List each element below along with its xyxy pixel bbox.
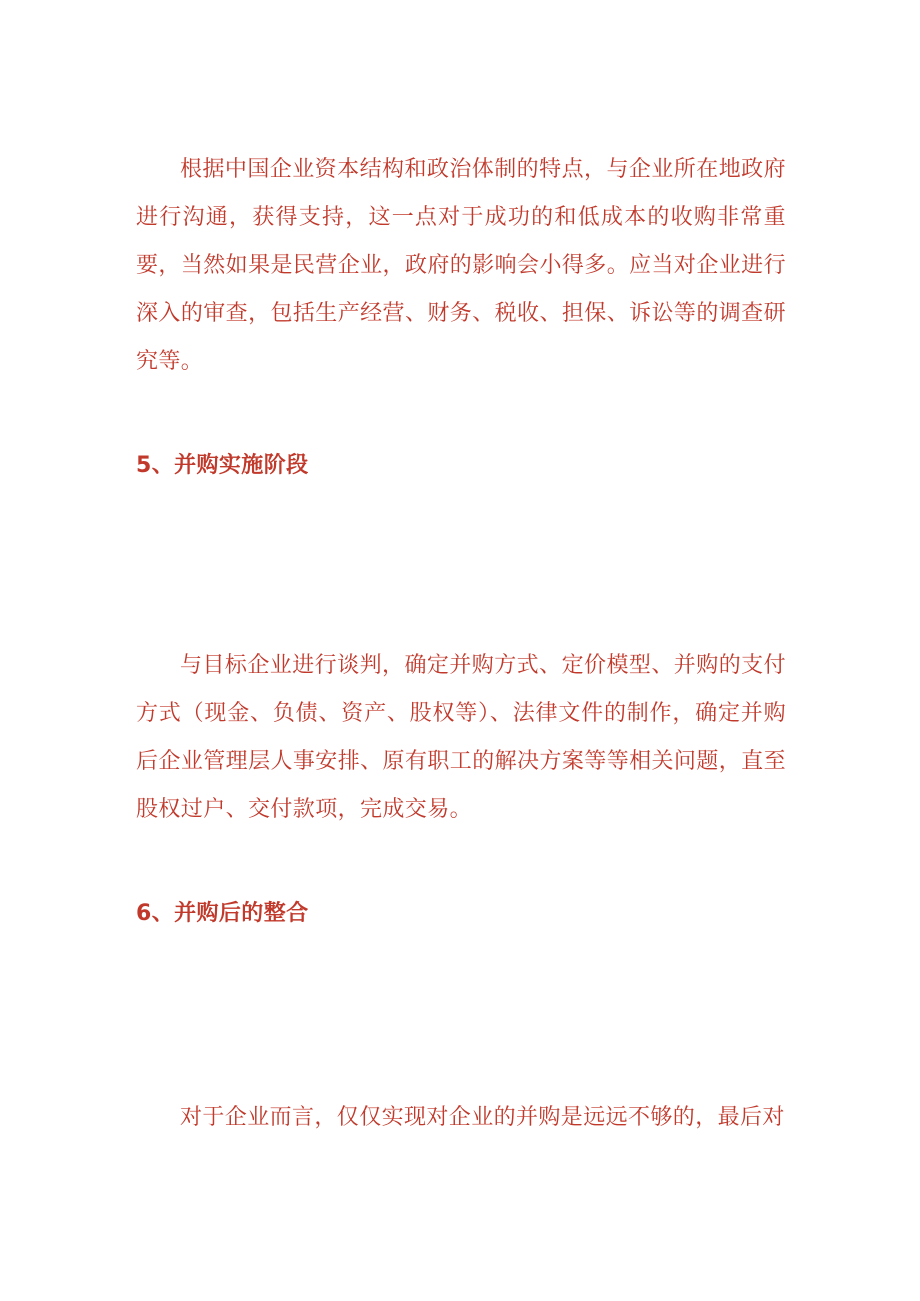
paragraph-integration-intro: 对于企业而言，仅仅实现对企业的并购是远远不够的，最后对	[180, 1105, 785, 1130]
section-heading-implementation: 5、并购实施阶段	[136, 453, 309, 478]
paragraph-due-diligence: 根据中国企业资本结构和政治体制的特点，与企业所在地政府进行沟通，获得支持，这一点对于成功的和低成本的收购非常重要，当然如果是民营企业，政府的影响会小得多。应当对企业进行深入的审查，包括生产经营、财务、税收、担保、诉讼等的调查研究等。	[136, 157, 786, 374]
section-heading-integration: 6、并购后的整合	[136, 901, 309, 926]
paragraph-negotiation: 与目标企业进行谈判，确定并购方式、定价模型、并购的支付方式（现金、负债、资产、股权等）、法律文件的制作，确定并购后企业管理层人事安排、原有职工的解决方案等等相关问题，直至股权过户、交付款项，完成交易。	[136, 653, 786, 822]
